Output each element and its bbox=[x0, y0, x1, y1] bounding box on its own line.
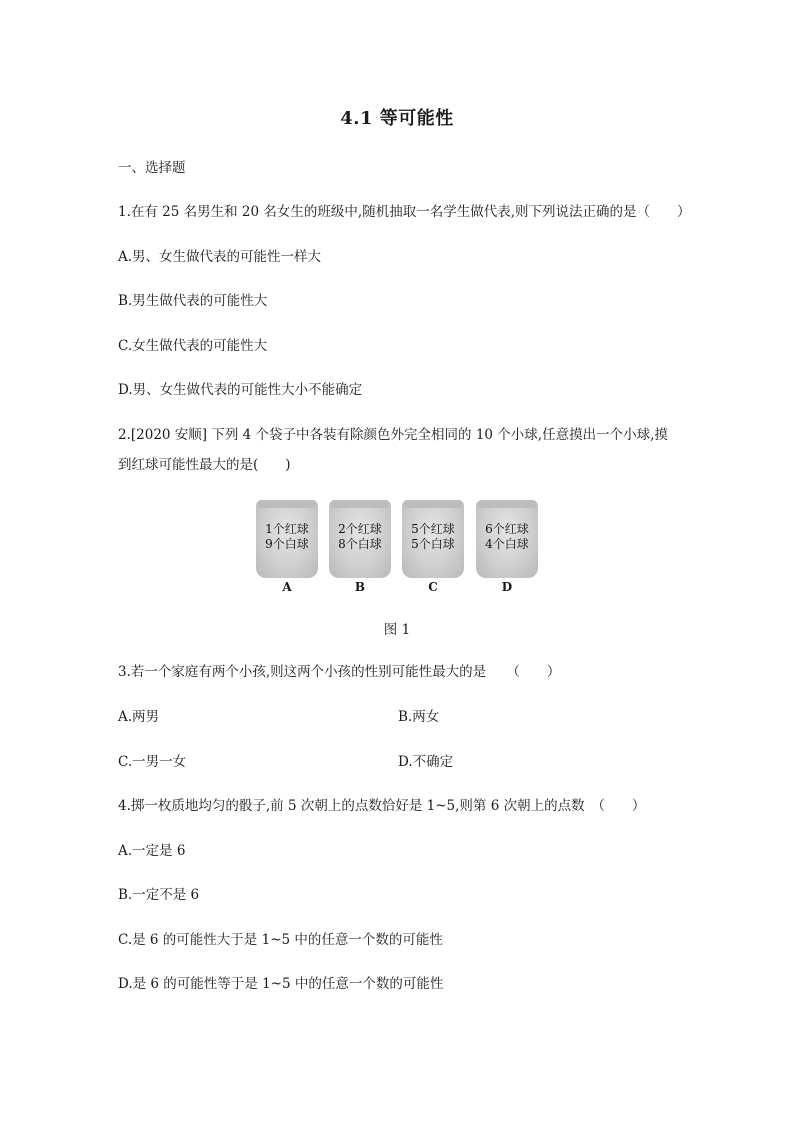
bag-b-red: 2个红球 bbox=[338, 522, 382, 536]
bag-a-label bbox=[256, 522, 318, 552]
bag-d-label bbox=[476, 522, 538, 552]
bags-figure bbox=[256, 500, 536, 600]
bag-a bbox=[256, 500, 318, 578]
bag-c-label bbox=[402, 522, 464, 552]
q1-option-c: C.女生做代表的可能性大 bbox=[118, 338, 268, 354]
bag-d-red: 6个红球 bbox=[485, 522, 529, 536]
bag-b-label bbox=[329, 522, 391, 552]
q4-stem: 4.掷一枚质地均匀的骰子,前 5 次朝上的点数恰好是 1~5,则第 6 次朝上的点数 （ ） bbox=[118, 798, 646, 814]
q1-option-b: B.男生做代表的可能性大 bbox=[118, 293, 268, 309]
page-title: 4.1 等可能性 bbox=[340, 108, 454, 129]
bag-d bbox=[476, 500, 538, 578]
bag-a-red: 1个红球 bbox=[265, 522, 309, 536]
q2-stem-line2: 到红球可能性最大的是( ) bbox=[118, 457, 291, 473]
q4-option-c: C.是 6 的可能性大于是 1~5 中的任意一个数的可能性 bbox=[118, 932, 443, 948]
bag-d-white: 4个白球 bbox=[485, 537, 529, 551]
q1-option-d: D.男、女生做代表的可能性大小不能确定 bbox=[118, 382, 363, 398]
q3-option-c: C.一男一女 bbox=[118, 754, 187, 770]
bag-a-white: 9个白球 bbox=[265, 537, 309, 551]
section-heading: 一、选择题 bbox=[118, 160, 186, 176]
q3-option-d: D.不确定 bbox=[398, 754, 454, 770]
q2-stem-line1: 2.[2020 安顺] 下列 4 个袋子中各装有除颜色外完全相同的 10 个小球,任意摸出一个小球,摸 bbox=[118, 427, 668, 443]
bag-a-top bbox=[258, 500, 316, 508]
q1-stem: 1.在有 25 名男生和 20 名女生的班级中,随机抽取一名学生做代表,则下列说法正确的是（ ） bbox=[118, 204, 691, 220]
bag-a-letter: A bbox=[282, 580, 292, 594]
bag-d-top bbox=[478, 500, 536, 508]
q4-option-d: D.是 6 的可能性等于是 1~5 中的任意一个数的可能性 bbox=[118, 976, 444, 992]
figure-caption: 图 1 bbox=[383, 622, 411, 638]
q4-option-a: A.一定是 6 bbox=[118, 843, 186, 859]
bag-b-top bbox=[331, 500, 389, 508]
q1-option-a: A.男、女生做代表的可能性一样大 bbox=[118, 249, 322, 265]
bag-c-top bbox=[404, 500, 462, 508]
bag-c bbox=[402, 500, 464, 578]
bag-d-letter: D bbox=[501, 580, 513, 594]
bag-b-white: 8个白球 bbox=[338, 537, 382, 551]
bag-b bbox=[329, 500, 391, 578]
q3-option-a: A.两男 bbox=[118, 709, 160, 725]
q4-option-b: B.一定不是 6 bbox=[118, 887, 200, 903]
bag-b-letter: B bbox=[354, 580, 366, 594]
q3-option-b: B.两女 bbox=[398, 709, 440, 725]
bag-c-white: 5个白球 bbox=[411, 537, 455, 551]
q3-stem: 3.若一个家庭有两个小孩,则这两个小孩的性别可能性最大的是 （ ） bbox=[118, 664, 561, 680]
bag-c-red: 5个红球 bbox=[411, 522, 455, 536]
bag-c-letter: C bbox=[428, 580, 438, 594]
